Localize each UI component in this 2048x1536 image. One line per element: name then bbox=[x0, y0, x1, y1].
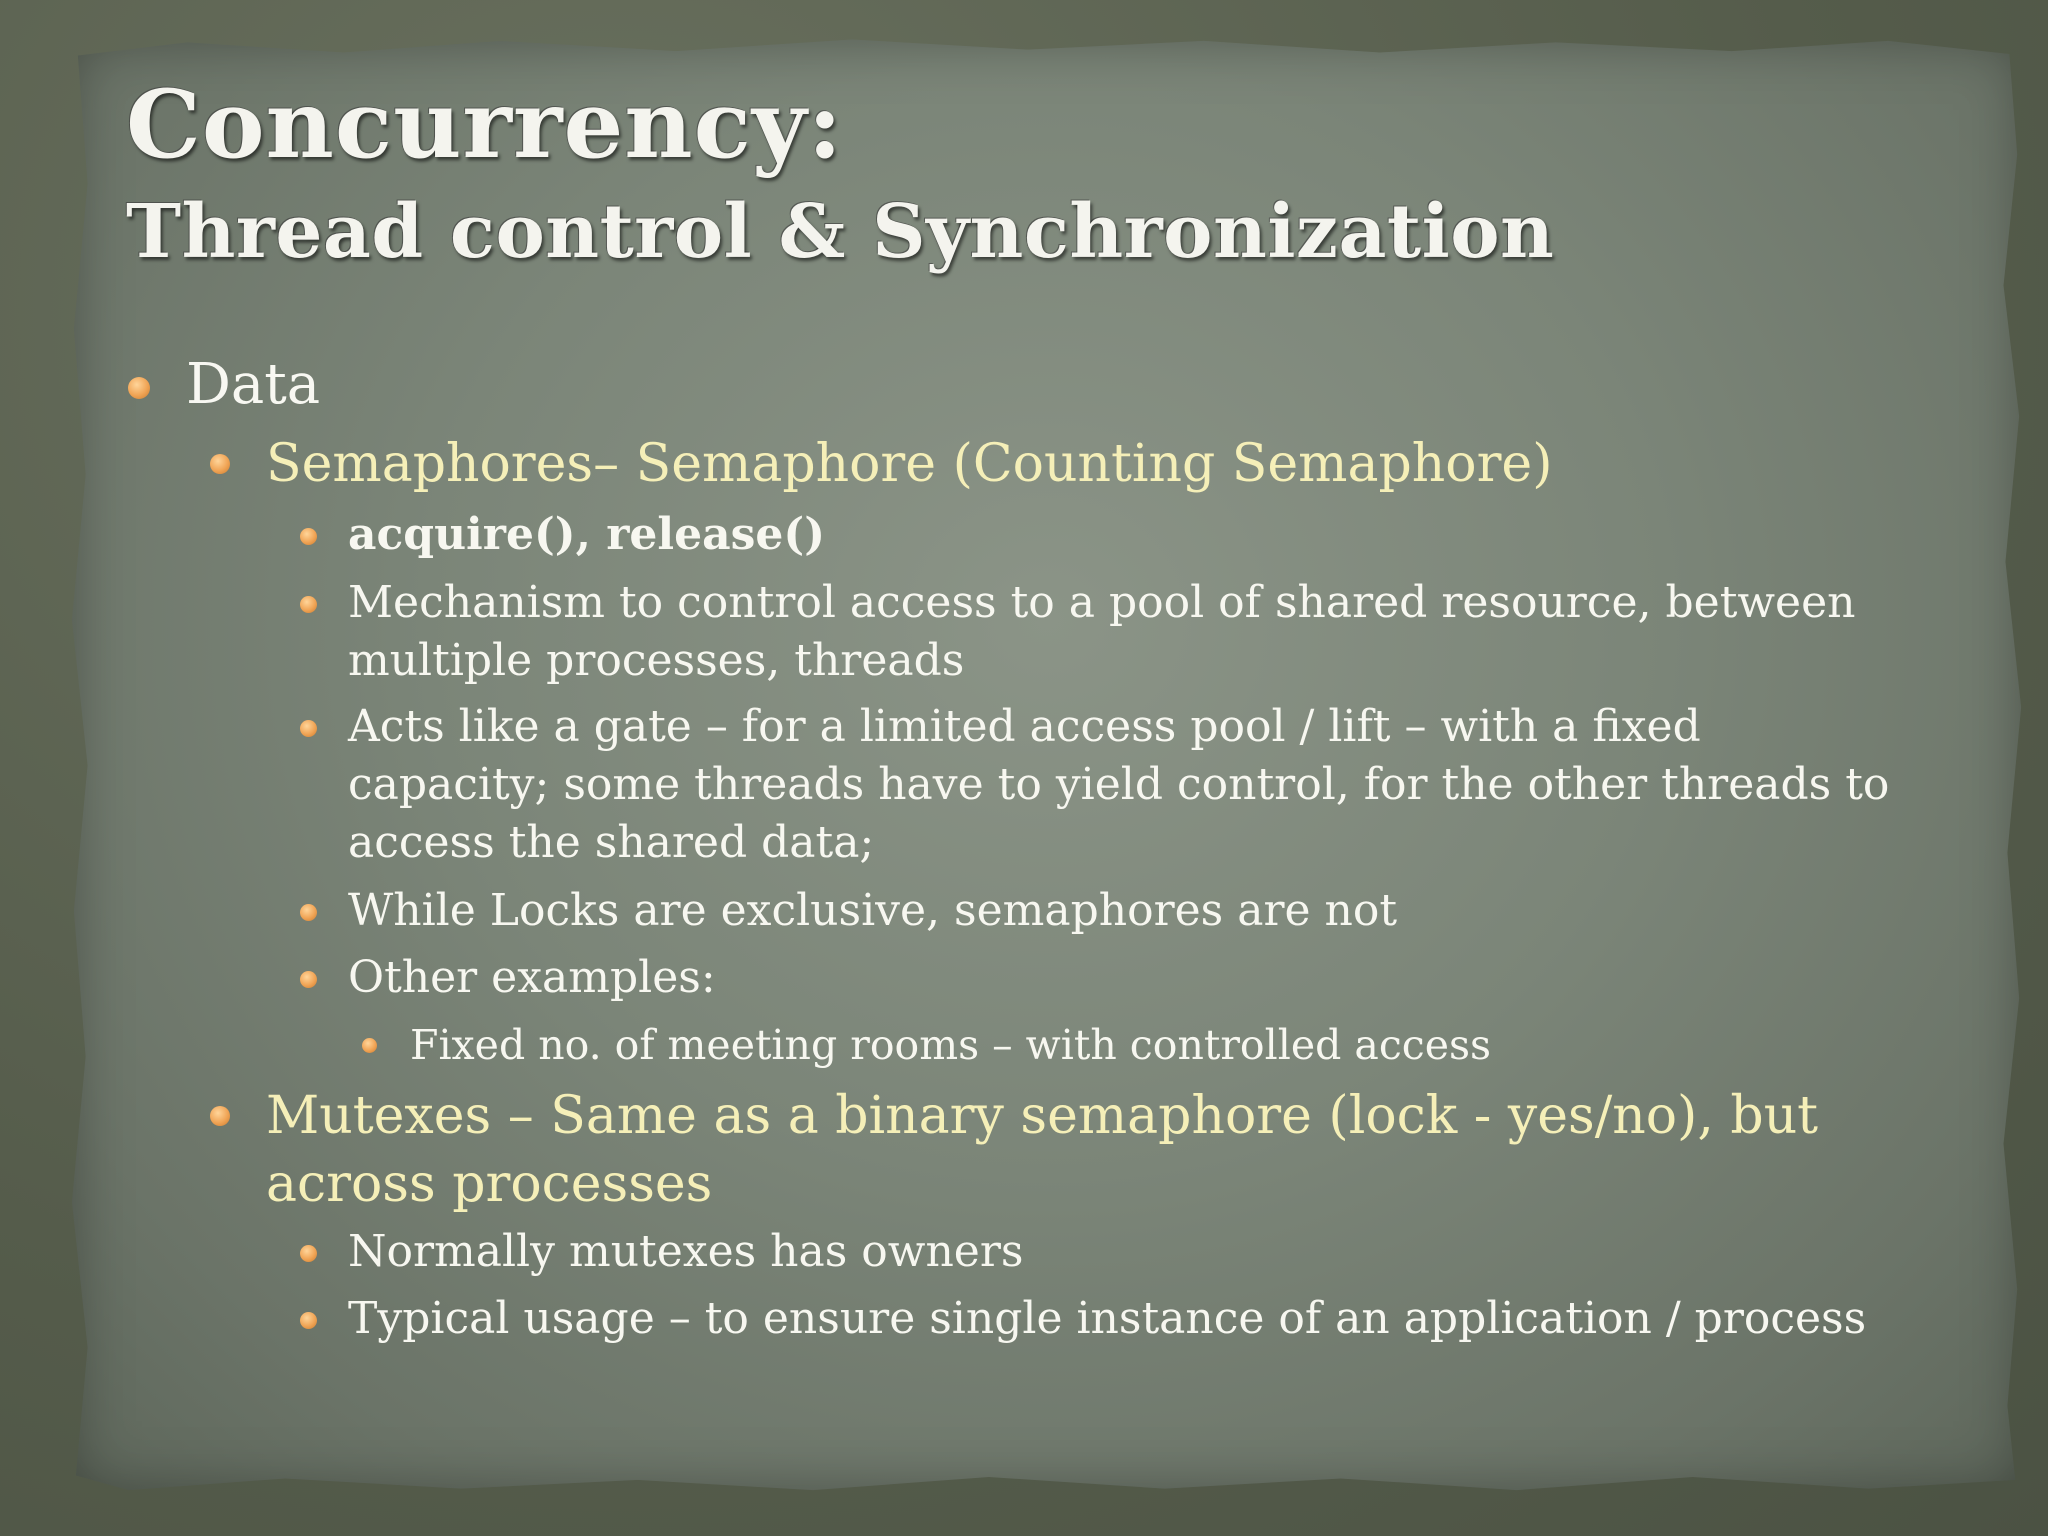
bullet-data: Data bbox=[186, 352, 321, 417]
bullet-dot-icon bbox=[300, 596, 317, 613]
bullet-dot-icon bbox=[128, 377, 150, 399]
bullet-dot-icon bbox=[210, 1106, 230, 1126]
title-line-2: Thread control & Synchronization bbox=[126, 189, 1555, 275]
bullet-other-examples: Other examples: bbox=[348, 952, 716, 1003]
bullet-typical-usage: Typical usage – to ensure single instance of an application / process bbox=[348, 1293, 1867, 1344]
bullet-dot-icon bbox=[210, 454, 230, 474]
bullet-dot-icon bbox=[300, 971, 317, 988]
bullet-dot-icon bbox=[300, 720, 317, 737]
bullet-mechanism-line-1: Mechanism to control access to a pool of shared resource, between bbox=[348, 577, 1856, 628]
bullet-owners: Normally mutexes has owners bbox=[348, 1226, 1024, 1277]
bullet-gate-line-1: Acts like a gate – for a limited access pool / lift – with a fixed bbox=[348, 701, 1701, 752]
bullet-dot-icon bbox=[300, 1245, 317, 1262]
bullet-dot-icon bbox=[300, 528, 317, 545]
bullet-mechanism-line-2: multiple processes, threads bbox=[348, 635, 965, 686]
bullet-dot-icon bbox=[300, 1312, 317, 1329]
bullet-semaphores: Semaphores– Semaphore (Counting Semaphore) bbox=[266, 434, 1553, 494]
bullet-dot-icon bbox=[300, 904, 317, 921]
title-line-1: Concurrency: bbox=[126, 70, 844, 180]
bullet-gate-line-3: access the shared data; bbox=[348, 817, 875, 868]
bullet-gate-line-2: capacity; some threads have to yield control, for the other threads to bbox=[348, 759, 1890, 810]
bullet-mutexes-line-1: Mutexes – Same as a binary semaphore (lock - yes/no), but bbox=[266, 1086, 1819, 1146]
bullet-mutexes-line-2: across processes bbox=[266, 1154, 713, 1214]
bullet-locks: While Locks are exclusive, semaphores are not bbox=[348, 885, 1398, 936]
bullet-meeting-rooms: Fixed no. of meeting rooms – with controlled access bbox=[410, 1021, 1492, 1069]
bullet-acquire-release: acquire(), release() bbox=[348, 509, 826, 560]
bullet-dot-icon bbox=[362, 1038, 377, 1053]
